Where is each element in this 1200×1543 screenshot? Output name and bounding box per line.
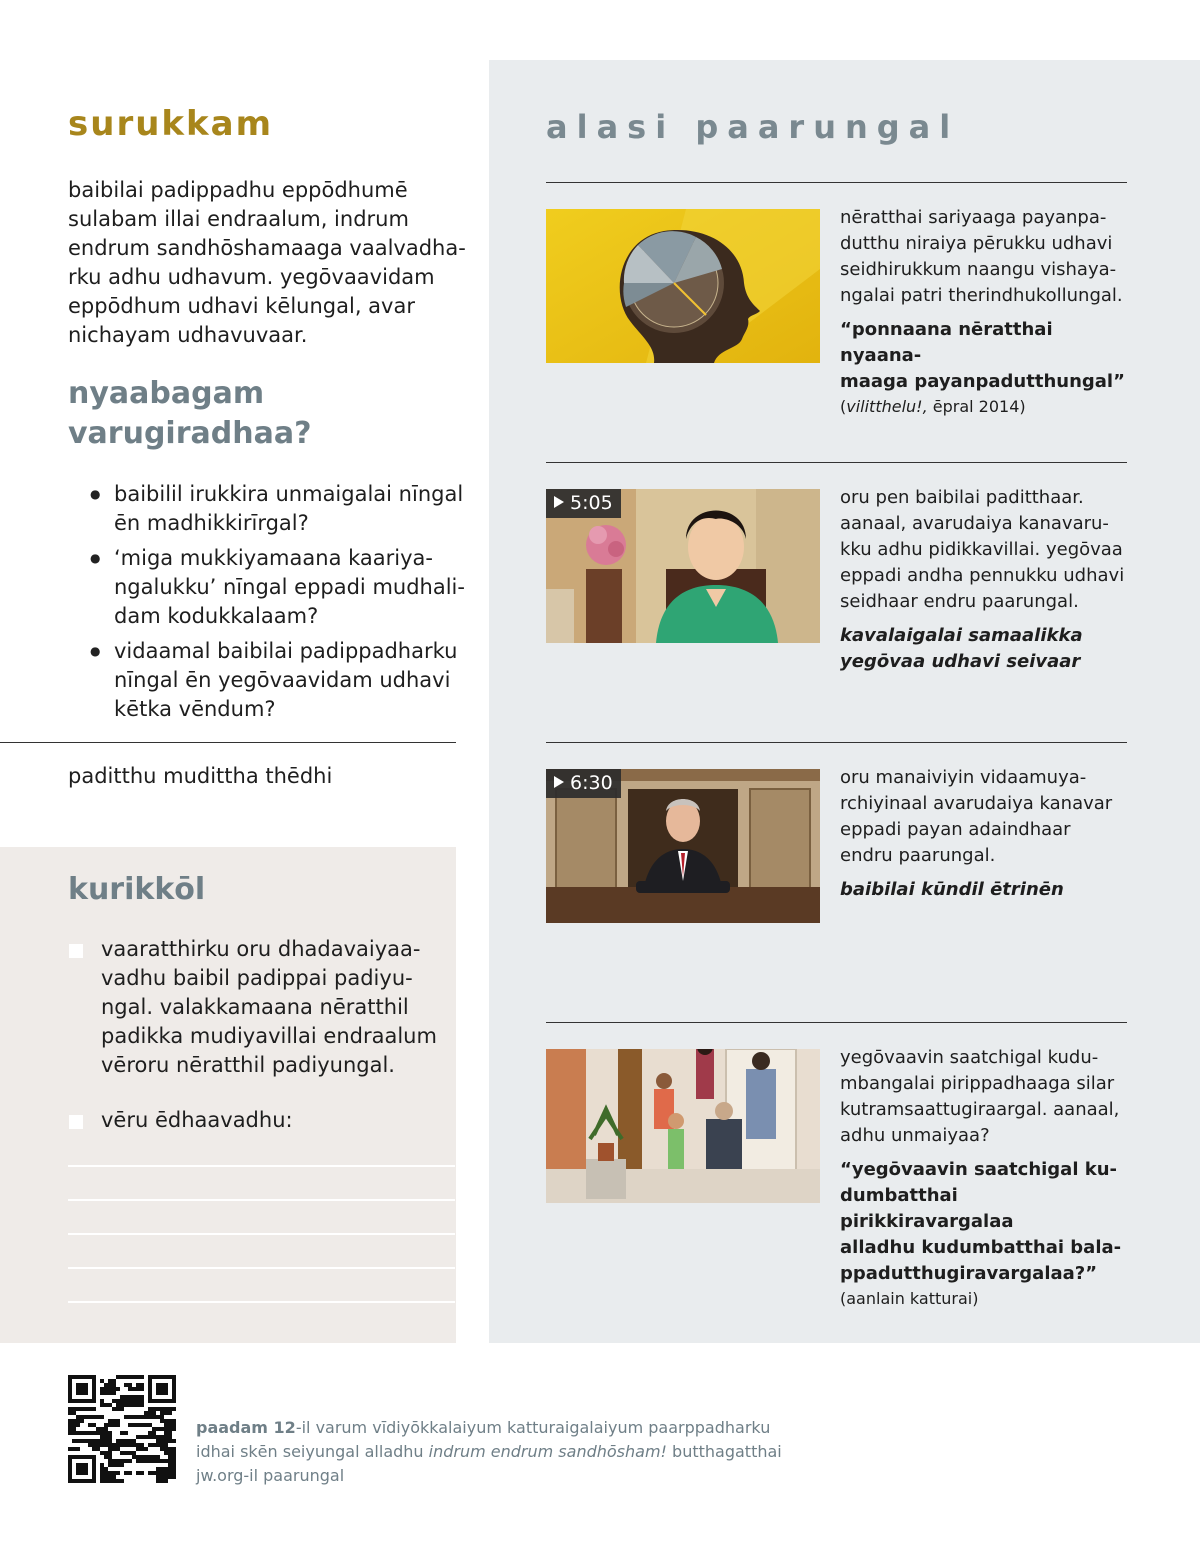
- resource-1-title[interactable]: [840, 317, 1130, 395]
- question-line: ● vidaamal baibilai padippadharku: [114, 639, 458, 663]
- recall-question: [90, 480, 470, 538]
- desc-line: dutthu niraiya pērukku udhavi: [840, 233, 1113, 254]
- completion-date-label[interactable]: paditthu mudittha thēdhi: [68, 764, 333, 788]
- goal-line: padikka mudiyavillai endraalum: [101, 1024, 437, 1048]
- write-in-line[interactable]: [68, 1199, 455, 1201]
- summary-line: sulabam illai endraalum, indrum: [68, 207, 409, 231]
- resource-2-text: [840, 485, 1130, 675]
- desc-line: eppadi payan adaindhaar: [840, 819, 1071, 840]
- summary-line: endrum sandhōshamaaga vaalvadha-: [68, 236, 466, 260]
- question-line: kētka vēndum?: [114, 697, 276, 721]
- qr-code-icon[interactable]: [68, 1375, 176, 1483]
- goal-item-1: [101, 935, 451, 1080]
- divider: [546, 742, 1127, 743]
- source-paren: (: [840, 397, 847, 416]
- title-line: dumbatthai pirikkiravargalaa: [840, 1185, 1014, 1232]
- write-in-line[interactable]: [68, 1267, 455, 1269]
- desc-line: rchiyinaal avarudaiya kanavar: [840, 793, 1113, 814]
- video-duration: 6:30: [570, 772, 613, 794]
- question-line: ngalukku’ nīngal eppadi mudhali-: [114, 575, 465, 599]
- divider: [0, 742, 456, 743]
- desc-line: eppadi andha pennukku udhavi: [840, 565, 1125, 586]
- recall-question: [90, 637, 470, 724]
- title-line: baibilai kūndil ētrinēn: [840, 879, 1064, 900]
- video-thumbnail-woman[interactable]: [546, 489, 820, 643]
- summary-line: nichayam udhavuvaar.: [68, 323, 308, 347]
- desc-line: seidhirukkum naangu vishaya-: [840, 259, 1117, 280]
- goal-line: ngal. valakkamaana nēratthil: [101, 995, 409, 1019]
- question-line: ● ‘miga mukkiyamaana kaariya-: [114, 546, 433, 570]
- desc-line: kku adhu pidikkavillai. yegōvaa: [840, 539, 1123, 560]
- write-in-line[interactable]: [68, 1233, 455, 1235]
- resource-4-source: (aanlain katturai): [840, 1289, 979, 1308]
- resource-3-description: [840, 765, 1130, 869]
- goal-line: vēroru nēratthil padiyungal.: [101, 1053, 395, 1077]
- video-duration-badge: [546, 489, 621, 518]
- desc-line: seidhaar endru paarungal.: [840, 591, 1079, 612]
- desc-line: ngalai patri therindhukollungal.: [840, 285, 1123, 306]
- desc-line: nēratthai sariyaaga payanpa-: [840, 207, 1107, 228]
- recall-question: [90, 544, 470, 631]
- source-date: ēpral 2014): [927, 397, 1026, 416]
- summary-paragraph: [68, 176, 468, 350]
- summary-line: rku adhu udhavum. yegōvaavidam: [68, 265, 435, 289]
- title-line: alladhu kudumbatthai bala-: [840, 1237, 1122, 1258]
- source-magazine: vilitthelu!,: [846, 397, 928, 416]
- desc-line: oru manaiviyin vidaamuya-: [840, 767, 1087, 788]
- recall-heading: [68, 374, 311, 454]
- video-duration-badge: [546, 769, 621, 798]
- divider: [546, 462, 1127, 463]
- goal-checkbox-2[interactable]: [69, 1115, 83, 1129]
- write-in-line[interactable]: [68, 1301, 455, 1303]
- video-duration: 5:05: [570, 492, 613, 514]
- time-management-illustration[interactable]: [546, 209, 820, 363]
- divider: [546, 182, 1127, 183]
- summary-heading: surukkam: [68, 104, 274, 144]
- goal-heading: kurikkōl: [68, 872, 206, 907]
- footer-note: [196, 1416, 836, 1488]
- footer-text: -il varum vīdiyōkkalaiyum katturaigalaiyum paarppadharku: [295, 1418, 771, 1437]
- resource-4-text: [840, 1045, 1130, 1311]
- resource-1-text: [840, 205, 1130, 419]
- title-line: ppadutthugiravargalaa?”: [840, 1263, 1098, 1284]
- footer-line-3[interactable]: jw.org-il paarungal: [196, 1466, 345, 1485]
- resource-2-title[interactable]: [840, 623, 1130, 675]
- footer-text: idhai skēn seiyungal alladhu: [196, 1442, 429, 1461]
- summary-line: eppōdhum udhavi kēlungal, avar: [68, 294, 415, 318]
- question-line: dam kodukkalaam?: [114, 604, 319, 628]
- resource-1-source: [840, 395, 1130, 419]
- resource-3-title[interactable]: [840, 877, 1130, 903]
- desc-line: mbangalai pirippadhaaga silar: [840, 1073, 1115, 1094]
- goal-checkbox-1[interactable]: [69, 944, 83, 958]
- footer-line-2: [196, 1440, 836, 1464]
- question-line: ● baibilil irukkira unmaigalai nīngal: [114, 482, 464, 506]
- resource-2-description: [840, 485, 1130, 615]
- footer-text: butthagatthai: [666, 1442, 782, 1461]
- divider: [546, 1022, 1127, 1023]
- question-line: ēn madhikkirīrgal?: [114, 511, 309, 535]
- goal-line: vadhu baibil padippai padiyu-: [101, 966, 413, 990]
- explore-heading: alasi paarungal: [546, 108, 960, 146]
- title-line: kavalaigalai samaalikka: [840, 625, 1083, 646]
- recall-heading-line: varugiradhaa?: [68, 416, 312, 451]
- goal-item-2: vēru ēdhaavadhu:: [101, 1108, 293, 1132]
- recall-questions: [90, 480, 470, 730]
- desc-line: endru paarungal.: [840, 845, 996, 866]
- question-line: nīngal ēn yegōvaavidam udhavi: [114, 668, 451, 692]
- goal-line: vaaratthirku oru dhadavaiyaa-: [101, 937, 421, 961]
- title-line: “ponnaana nēratthai nyaana-: [840, 319, 1053, 366]
- desc-line: yegōvaavin saatchigal kudu-: [840, 1047, 1099, 1068]
- play-icon: [554, 496, 564, 508]
- summary-line: baibilai padippadhu eppōdhumē: [68, 178, 408, 202]
- resource-3-text: [840, 765, 1130, 903]
- book-title: indrum endrum sandhōsham!: [428, 1442, 667, 1461]
- desc-line: aanaal, avarudaiya kanavaru-: [840, 513, 1109, 534]
- resource-4-title[interactable]: [840, 1157, 1130, 1287]
- desc-line: oru pen baibilai paditthaar.: [840, 487, 1084, 508]
- play-icon: [554, 776, 564, 788]
- desc-line: adhu unmaiyaa?: [840, 1125, 990, 1146]
- footer-line-1: [196, 1416, 836, 1440]
- recall-heading-line: nyaabagam: [68, 376, 265, 411]
- desc-line: kutramsaattugiraargal. aanaal,: [840, 1099, 1120, 1120]
- title-line: “yegōvaavin saatchigal ku-: [840, 1159, 1118, 1180]
- lesson-number: paadam 12: [196, 1418, 296, 1437]
- title-line: maaga payanpadutthungal”: [840, 371, 1125, 392]
- video-thumbnail-man[interactable]: [546, 769, 820, 923]
- resource-1-description: [840, 205, 1130, 309]
- resource-4-description: [840, 1045, 1130, 1149]
- family-photo[interactable]: [546, 1049, 820, 1203]
- write-in-line[interactable]: [68, 1165, 455, 1167]
- title-line: yegōvaa udhavi seivaar: [840, 651, 1081, 672]
